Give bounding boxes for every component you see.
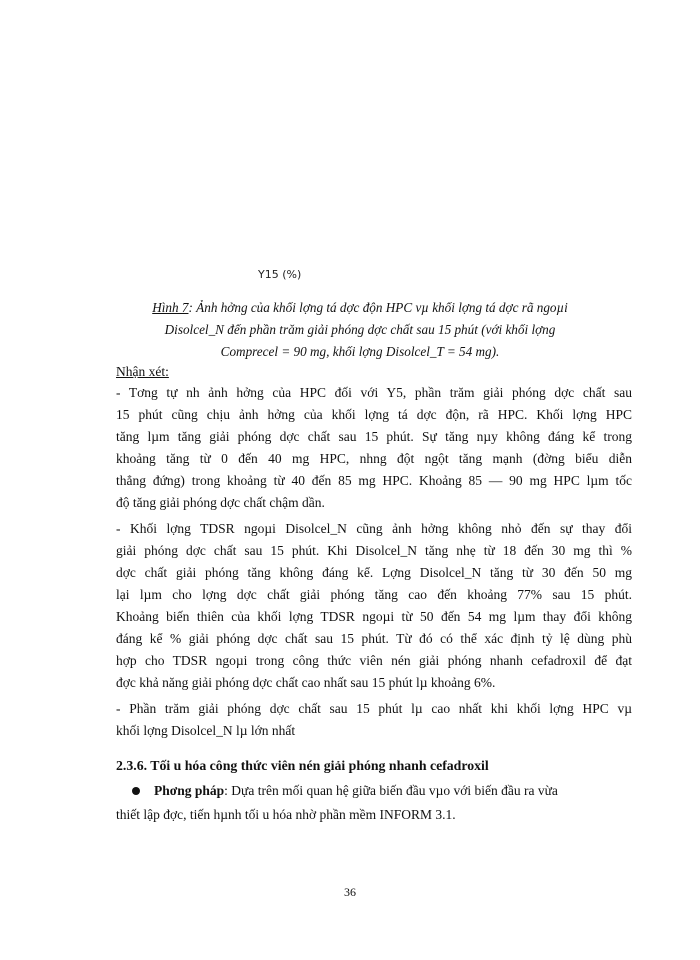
method-label: Phơng pháp — [154, 783, 225, 798]
method-line-2: thiết lập đợc, tiến hµnh tối u hóa nhờ phần mềm INFORM 3.1. — [116, 807, 456, 822]
paragraph-2-line: dợc chất giải phóng tăng không đáng kể. Lợng Disolcel_N tăng từ 30 đến 50 mg — [116, 565, 632, 580]
method-bullet — [132, 783, 558, 799]
section-heading: 2.3.6. Tối u hóa công thức viên nén giải phóng nhanh cefadroxil — [116, 758, 489, 773]
paragraph-2-line: đáng kể % giải phóng dợc chất sau 15 phút. Từ đó có thể xác định tỷ lệ dùng phù — [116, 631, 632, 646]
figure-caption-line-3: Comprecel = 90 mg, khối lợng Disolcel_T = 54 mg). — [220, 344, 500, 359]
bullet-icon — [132, 787, 140, 795]
paragraph-1-line: khoảng tăng từ 0 đến 40 mg HPC, nhng đột ngột tăng mạnh (đờng biểu diễn — [116, 451, 632, 466]
paragraph-3-line: - Phần trăm giải phóng dợc chất sau 15 phút lµ cao nhất khi khối lợng HPC vµ — [116, 701, 632, 716]
remarks-heading: Nhận xét: — [116, 364, 169, 379]
paragraph-2-line: hợp cho TDSR ngoµi trong công thức viên nén giải phóng nhanh cefadroxil để đạt — [116, 653, 632, 668]
paragraph-1-line: độ tăng giải phóng dợc chất chậm dần. — [116, 495, 325, 510]
paragraph-2-line: lại lµm cho lợng dợc chất giải phóng tăng cao đến khoảng 77% sau 15 phút. — [116, 587, 632, 602]
method-text: : Dựa trên mối quan hệ giữa biến đầu vµo với biến đầu ra vừa — [224, 783, 558, 798]
paragraph-1-line: - Tơng tự nh ảnh hởng của HPC đối với Y5, phần trăm giải phóng dợc chất sau — [116, 385, 632, 400]
paragraph-1-line: thẳng đứng) trong khoảng từ 40 đến 85 mg HPC. Khoảng 85 — 90 mg HPC lµm tốc — [116, 473, 632, 488]
figure-label: Hình 7 — [152, 300, 189, 315]
paragraph-2-line: - Khối lợng TDSR ngoµi Disolcel_N cũng ảnh hởng không nhỏ đến sự thay đổi — [116, 521, 632, 536]
paragraph-2-line: Khoảng biến thiên của khối lợng TDSR ngoµi từ 50 đến 54 mg lµm thay đổi không — [116, 609, 632, 624]
figure-caption-line-1 — [100, 298, 620, 318]
paragraph-3-line: khối lợng Disolcel_N lµ lớn nhất — [116, 723, 296, 738]
caption-text-1: : Ảnh hởng của khối lợng tá dợc độn HPC vµ khối lợng tá dợc rã ngoµi — [188, 300, 568, 315]
paragraph-2-line: đợc khả năng giải phóng dợc chất cao nhất sau 15 phút lµ khoảng 6%. — [116, 675, 496, 690]
paragraph-1-line: tăng lµm tăng giải phóng dợc chất sau 15 phút. Sự tăng nµy không đáng kể trong — [116, 429, 632, 444]
paragraph-1-line: 15 phút cũng chịu ảnh hởng của khối lợng tá dợc độn, rã HPC. Khối lợng HPC — [116, 407, 632, 422]
figure-caption-line-2: Disolcel_N đến phần trăm giải phóng dợc chất sau 15 phút (với khối lợng — [164, 322, 556, 337]
paragraph-2-line: giải phóng dợc chất sau 15 phút. Khi Disolcel_N tăng nhẹ từ 18 đến 30 mg thì % — [116, 543, 632, 558]
page-number: 36 — [344, 885, 356, 899]
chart-axis-label: Y15 (%) — [258, 268, 302, 281]
